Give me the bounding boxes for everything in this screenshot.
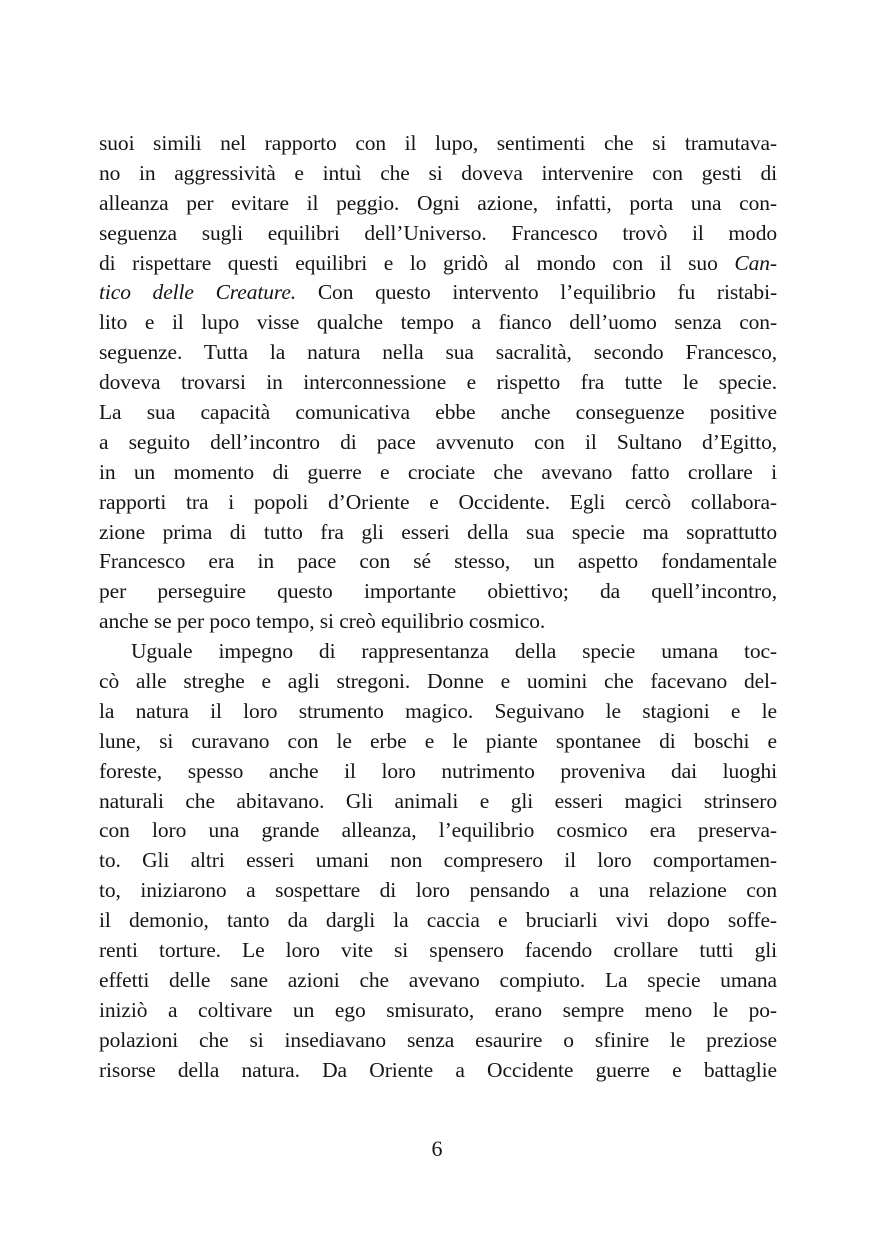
text-line [99,577,777,607]
page-number: 6 [431,1136,443,1161]
text-segment: cò alle streghe e agli stregoni. Donne e uomini che facevano del- [99,669,777,694]
text-segment: doveva trovarsi in interconnessione e rispetto fra tutte le specie. [99,370,777,395]
italic-text-segment: Can- [734,250,777,275]
text-segment: la natura il loro strumento magico. Seguivano le stagioni e le [99,698,777,723]
text-line [99,249,777,279]
text-line [99,219,777,249]
text-line [99,338,777,368]
page-text [99,129,777,1086]
text-line [99,1026,777,1056]
text-segment: seguenza sugli equilibri dell’Universo. Francesco trovò il modo [99,220,777,245]
text-segment: Uguale impegno di rappresentanza della specie umana toc- [131,639,777,664]
text-line [99,727,777,757]
text-line [99,398,777,428]
text-segment: di rispettare questi equilibri e lo gridò al mondo con il suo [99,250,735,275]
text-line [99,308,777,338]
italic-text-segment: tico delle Creature. [99,280,297,305]
paragraph [99,637,777,1085]
text-line [99,637,777,667]
text-segment: foreste, spesso anche il loro nutrimento proveniva dai luoghi [99,758,777,783]
text-line [99,757,777,787]
text-segment: polazioni che si insediavano senza esaurire o sfinire le preziose [99,1027,777,1052]
text-line [99,547,777,577]
text-line [99,816,777,846]
text-line [99,667,777,697]
text-line [99,846,777,876]
text-segment: iniziò a coltivare un ego smisurato, erano sempre meno le po- [99,997,777,1022]
text-segment: seguenze. Tutta la natura nella sua sacralità, secondo Francesco, [99,340,777,365]
text-segment: La sua capacità comunicativa ebbe anche conseguenze positive [99,400,777,425]
text-line [99,159,777,189]
text-segment: zione prima di tutto fra gli esseri della sua specie ma soprattutto [99,519,777,544]
text-segment: a seguito dell’incontro di pace avvenuto con il Sultano d’Egitto, [99,429,777,454]
text-line [99,458,777,488]
text-line [99,1056,777,1086]
text-line [99,488,777,518]
text-segment: in un momento di guerre e crociate che avevano fatto crollare i [99,459,777,484]
text-line [99,996,777,1026]
text-segment: lune, si curavano con le erbe e le piante spontanee di boschi e [99,728,777,753]
text-segment: Francesco era in pace con sé stesso, un aspetto fondamentale [99,549,777,574]
text-segment: renti torture. Le loro vite si spensero facendo crollare tutti gli [99,938,777,963]
text-segment: no in aggressività e intuì che si doveva intervenire con gesti di [99,160,777,185]
text-line [99,966,777,996]
paragraph [99,129,777,637]
text-segment: il demonio, tanto da dargli la caccia e bruciarli vivi dopo soffe- [99,908,777,933]
text-segment: naturali che abitavano. Gli animali e gli esseri magici strinsero [99,788,777,813]
text-line [99,189,777,219]
text-line [99,876,777,906]
text-segment: to, iniziarono a sospettare di loro pensando a una relazione con [99,878,777,903]
text-segment: per perseguire questo importante obiettivo; da quell’incontro, [99,579,777,604]
text-line [99,518,777,548]
text-segment: risorse della natura. Da Oriente a Occidente guerre e battaglie [99,1057,777,1082]
text-line [99,787,777,817]
text-segment: con loro una grande alleanza, l’equilibrio cosmico era preserva- [99,818,777,843]
text-segment: lito e il lupo visse qualche tempo a fianco dell’uomo senza con- [99,310,777,335]
text-line [99,697,777,727]
text-line [99,368,777,398]
text-segment: effetti delle sane azioni che avevano compiuto. La specie umana [99,967,777,992]
text-line [99,428,777,458]
text-segment: anche se per poco tempo, si creò equilibrio cosmico. [99,609,546,634]
text-line [99,906,777,936]
text-line [99,936,777,966]
text-segment: rapporti tra i popoli d’Oriente e Occidente. Egli cercò collabora- [99,489,777,514]
text-segment: suoi simili nel rapporto con il lupo, sentimenti che si tramutava- [99,131,777,155]
text-line [99,607,777,637]
text-segment: to. Gli altri esseri umani non compresero il loro comportamen- [99,848,777,873]
text-segment: alleanza per evitare il peggio. Ogni azione, infatti, porta una con- [99,190,777,215]
text-line [99,129,777,159]
text-segment: Con questo intervento l’equilibrio fu ristabi- [296,280,777,305]
text-line [99,278,777,308]
